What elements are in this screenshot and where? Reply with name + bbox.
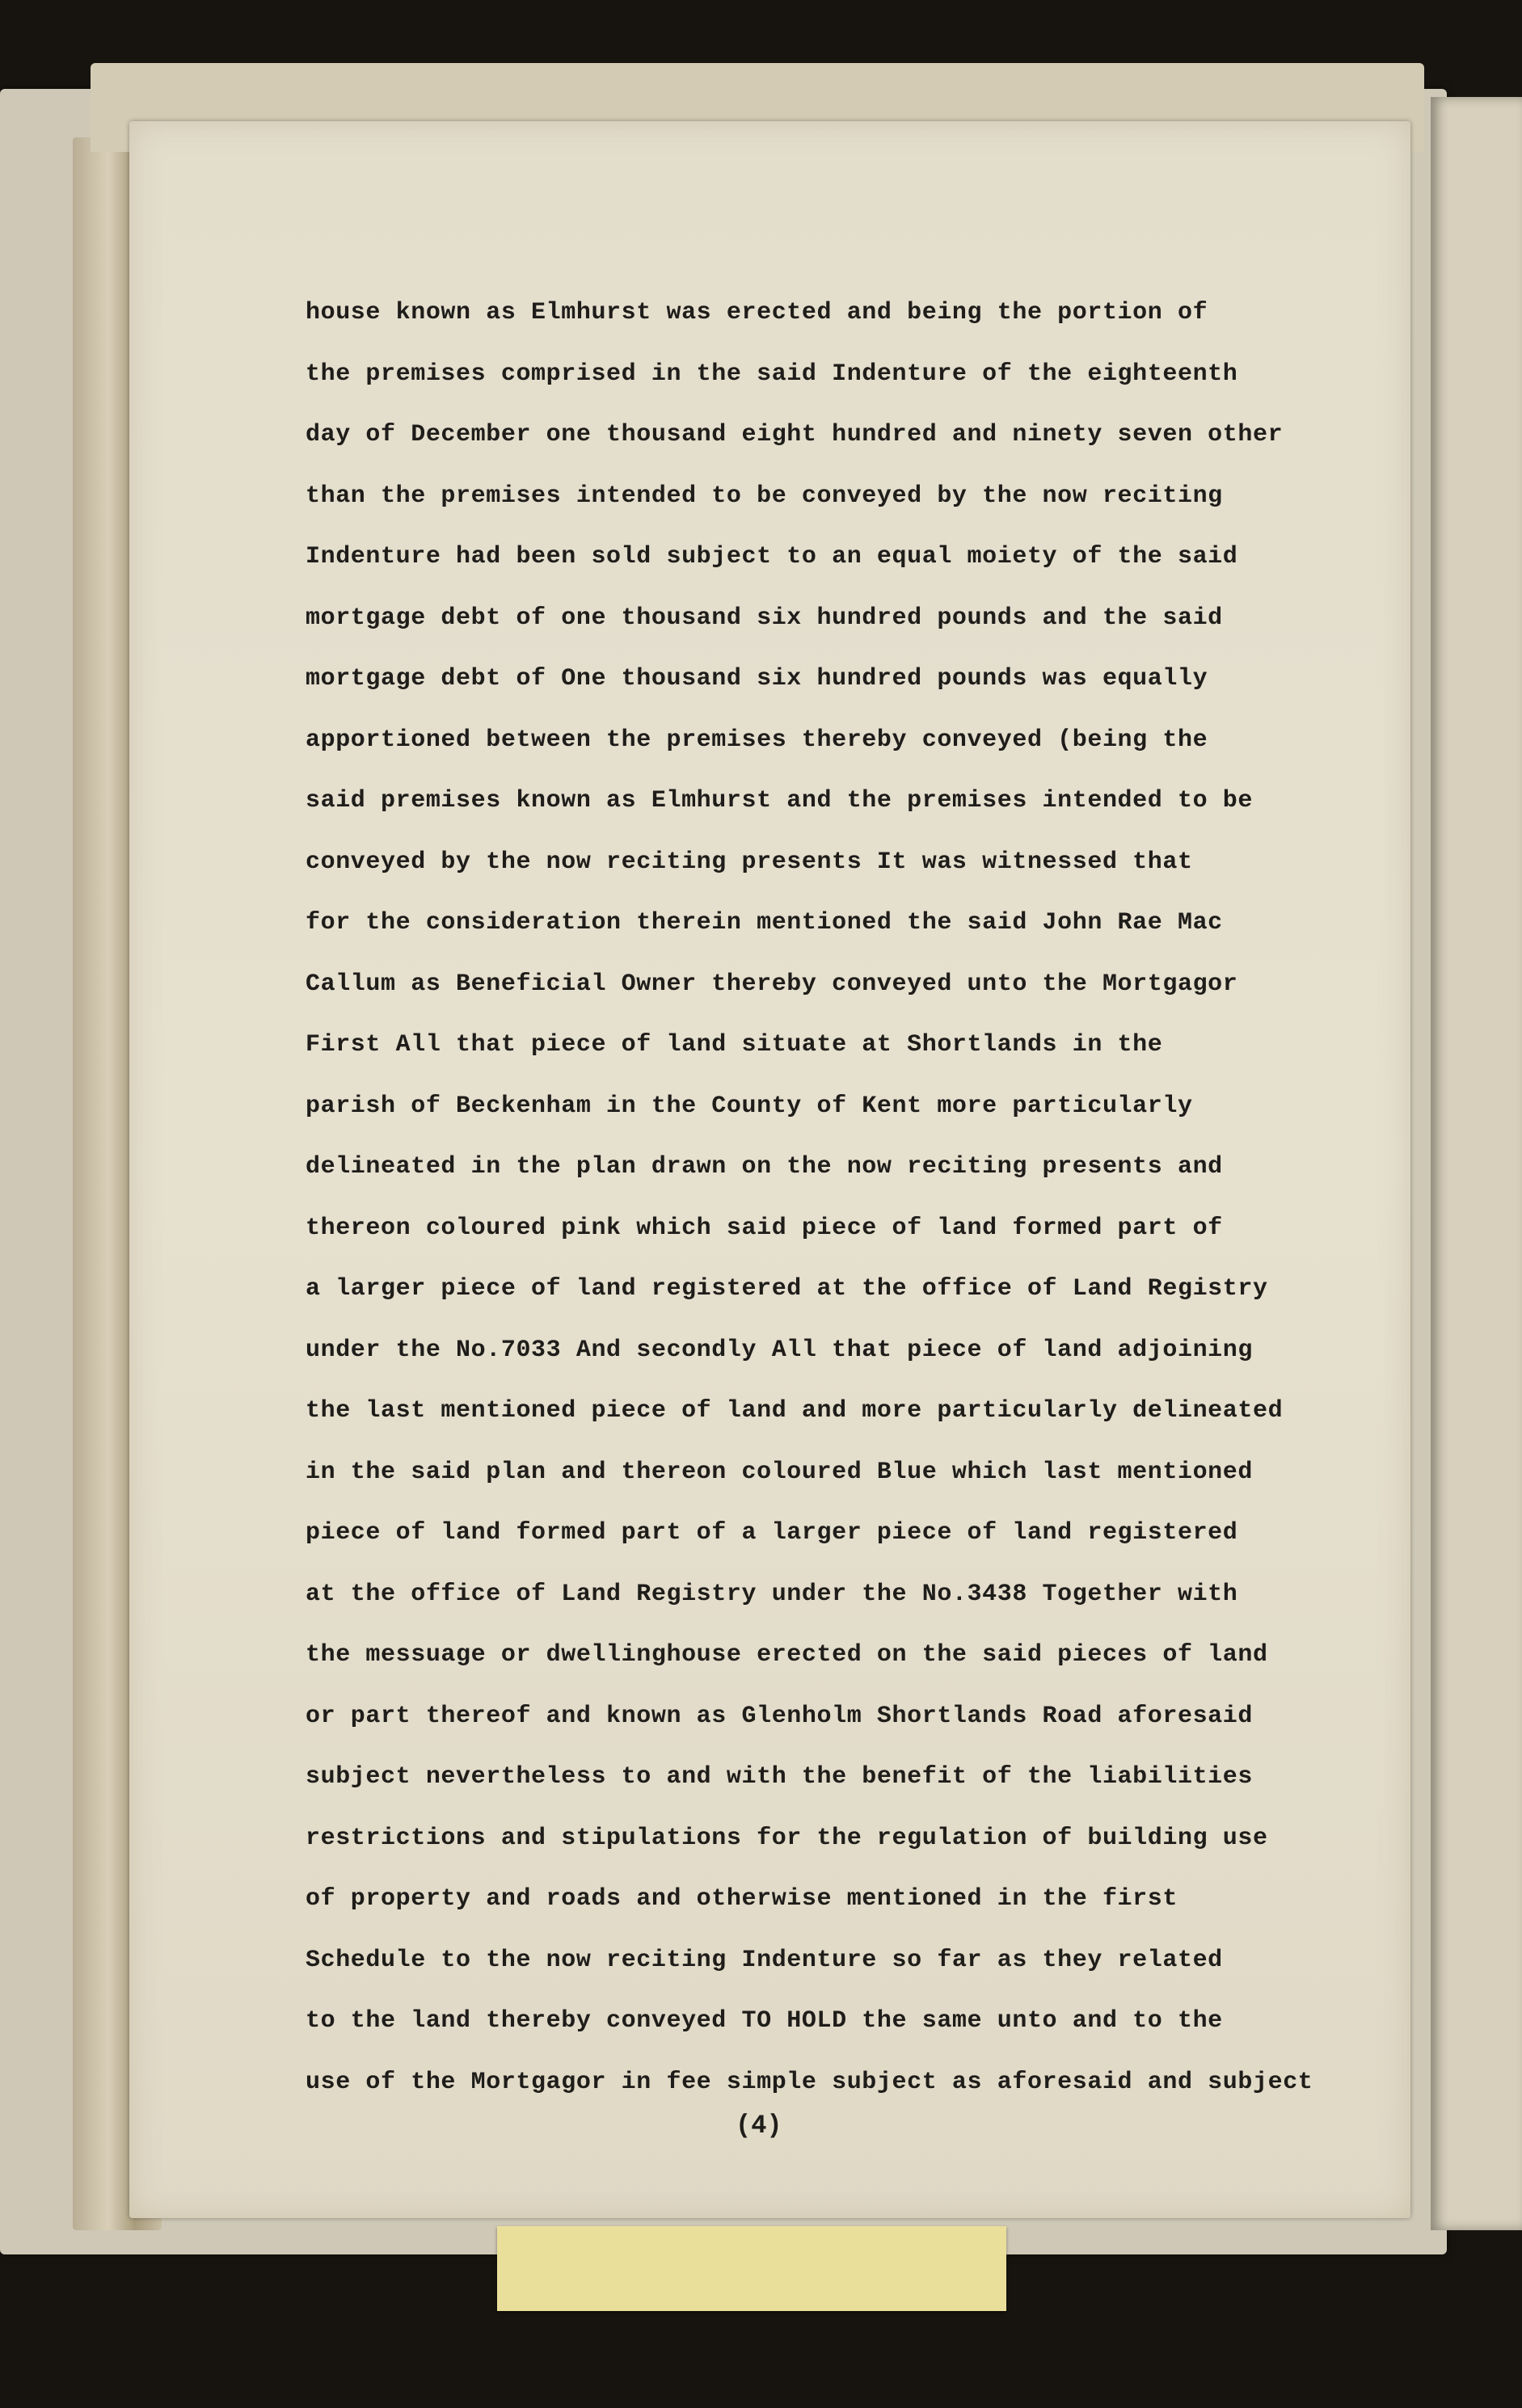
yellow-slip — [497, 2226, 1006, 2311]
document-text — [306, 293, 1389, 2123]
text-line: house known as Elmhurst was erected and being the portion of — [306, 299, 1208, 326]
text-line: thereon coloured pink which said piece of land formed part of — [306, 1214, 1223, 1242]
text-line: a larger piece of land registered at the office of Land Registry — [306, 1275, 1268, 1303]
text-line: said premises known as Elmhurst and the premises intended to be — [306, 787, 1253, 815]
page-number: (4) — [736, 2111, 782, 2141]
text-line: for the consideration therein mentioned the said John Rae Mac — [306, 909, 1223, 937]
text-line: in the said plan and thereon coloured Blue which last mentioned — [306, 1458, 1253, 1486]
text-line: the messuage or dwellinghouse erected on the said pieces of land — [306, 1641, 1268, 1669]
text-line: apportioned between the premises thereby conveyed (being the — [306, 726, 1208, 754]
text-line: of property and roads and otherwise mentioned in the first — [306, 1885, 1178, 1913]
text-line: subject nevertheless to and with the benefit of the liabilities — [306, 1763, 1253, 1791]
text-line: Schedule to the now reciting Indenture so far as they related — [306, 1946, 1223, 1974]
text-line: Callum as Beneficial Owner thereby conveyed unto the Mortgagor — [306, 970, 1238, 998]
text-line: restrictions and stipulations for the regulation of building use — [306, 1824, 1268, 1852]
text-line: under the No.7033 And secondly All that piece of land adjoining — [306, 1336, 1253, 1364]
text-line: piece of land formed part of a larger piece of land registered — [306, 1519, 1238, 1547]
text-line: First All that piece of land situate at Shortlands in the — [306, 1031, 1163, 1059]
text-line: to the land thereby conveyed TO HOLD the same unto and to the — [306, 2007, 1223, 2035]
text-line: or part thereof and known as Glenholm Shortlands Road aforesaid — [306, 1702, 1253, 1730]
text-line: mortgage debt of One thousand six hundred pounds was equally — [306, 665, 1208, 693]
text-line: than the premises intended to be conveyed by the now reciting — [306, 482, 1223, 510]
text-line: at the office of Land Registry under the No.3438 Together with — [306, 1580, 1238, 1608]
text-line: Indenture had been sold subject to an equal moiety of the said — [306, 543, 1238, 570]
text-line: the premises comprised in the said Indenture of the eighteenth — [306, 360, 1238, 388]
text-line: use of the Mortgagor in fee simple subject as aforesaid and subject — [306, 2068, 1313, 2096]
text-line: parish of Beckenham in the County of Kent more particularly — [306, 1092, 1193, 1120]
facing-page — [1431, 97, 1522, 2230]
text-line: delineated in the plan drawn on the now reciting presents and — [306, 1153, 1223, 1181]
text-line: day of December one thousand eight hundred and ninety seven other — [306, 421, 1284, 448]
text-line: conveyed by the now reciting presents It was witnessed that — [306, 848, 1193, 876]
text-line: mortgage debt of one thousand six hundred pounds and the said — [306, 604, 1223, 632]
text-line: the last mentioned piece of land and more particularly delineated — [306, 1397, 1284, 1425]
